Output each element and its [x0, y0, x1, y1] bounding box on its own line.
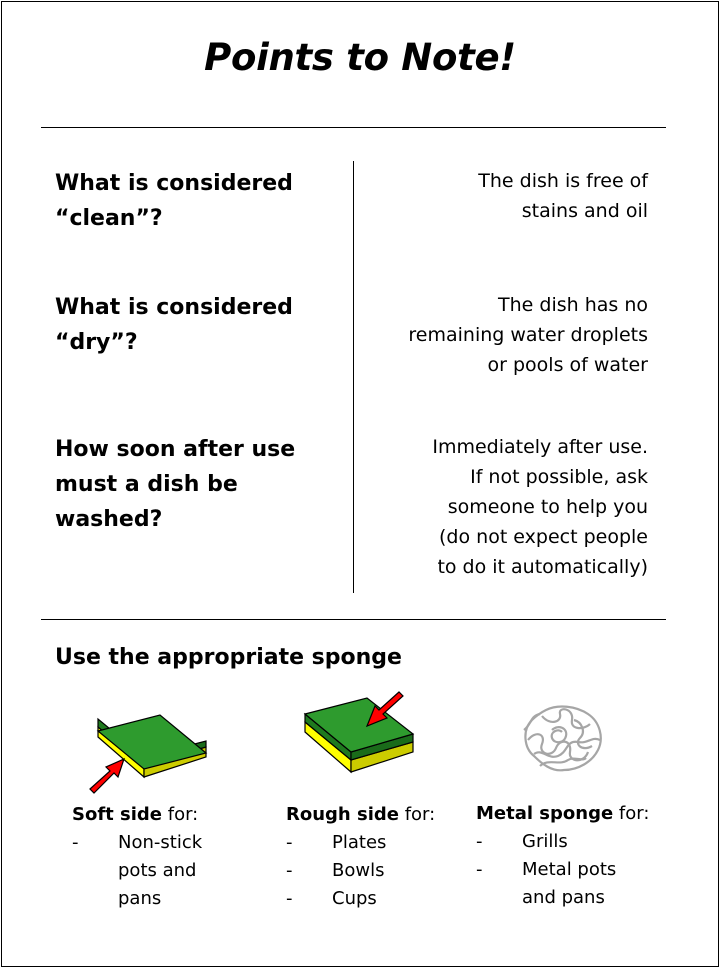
answer-clean: The dish is free of stains and oil: [478, 170, 648, 222]
list-item: - Plates: [286, 832, 387, 853]
metal-sponge-icon: [512, 700, 612, 778]
list-item: - Cups: [286, 888, 377, 909]
page-title: Points to Note!: [204, 36, 516, 79]
metal-sponge-usage: Metal sponge for: - Grills - Metal pots and pans: [476, 800, 649, 912]
rough-side-usage: Rough side for: - Plates - Bowls - Cups: [286, 801, 435, 913]
middle-divider: [41, 619, 666, 620]
rough-side-sponge-icon: [295, 688, 420, 778]
list-item: - Metal pots and pans: [476, 859, 617, 908]
list-item: - Non-stick pots and pans: [72, 832, 203, 909]
top-divider: [41, 127, 666, 128]
question-how-soon: How soon after use must a dish be washed?: [55, 437, 296, 532]
answer-dry: The dish has no remaining water droplets or pools of water: [408, 294, 648, 376]
list-item: - Grills: [476, 831, 568, 852]
rough-side-use-list: [286, 829, 435, 913]
question-dry: What is considered “dry”?: [55, 295, 293, 355]
soft-side-usage: Soft side for: - Non-stick pots and pans: [72, 801, 202, 913]
soft-side-sponge-icon: [80, 705, 215, 795]
question-clean: What is considered “clean”?: [55, 171, 293, 231]
metal-sponge-use-list: [476, 828, 649, 912]
sponge-section-title: Use the appropriate sponge: [55, 645, 402, 670]
soft-side-use-list: [72, 829, 202, 913]
answer-how-soon: Immediately after use. If not possible, ask someone to help you (do not expect people to do it automatically): [432, 436, 648, 578]
list-item: - Bowls: [286, 860, 385, 881]
